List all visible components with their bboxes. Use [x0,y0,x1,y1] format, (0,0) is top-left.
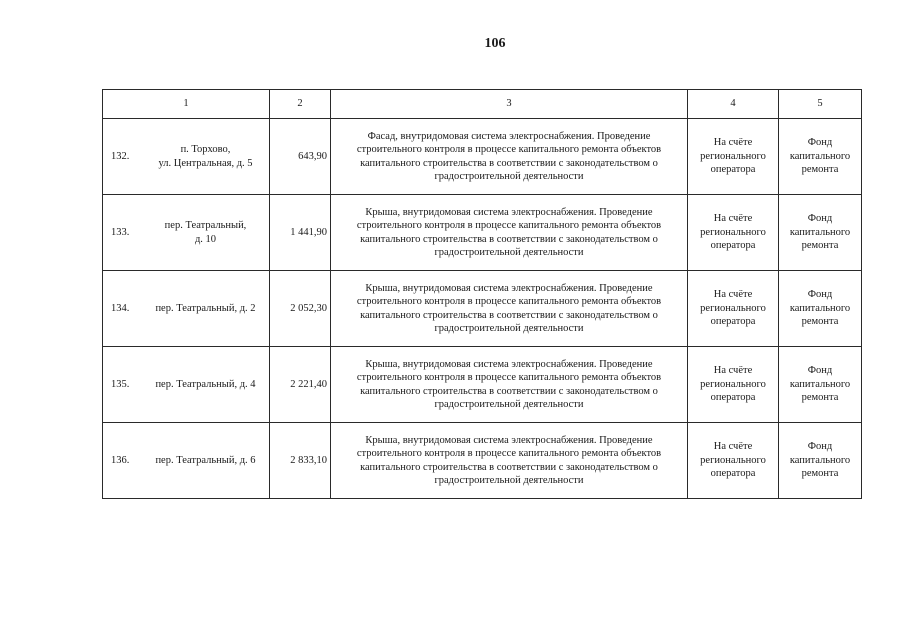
table-body [103,119,862,499]
table-row [103,271,862,347]
header-col-3: 3 [331,90,688,119]
header-col-1: 1 [103,90,270,119]
header-col-2: 2 [270,90,331,119]
repair-program-table [102,89,862,499]
amount-cell: 643,90 [270,119,331,195]
address-text: пер. Театральный, д. 4 [155,378,256,390]
table-row [103,347,862,423]
funding-source-cell: Фонд капитального ремонта [779,271,862,347]
header-col-5: 5 [779,90,862,119]
address-cell [103,195,270,271]
account-cell: На счёте регионального оператора [688,195,779,271]
address-cell [103,423,270,499]
row-number: 135. [111,378,130,390]
works-cell: Крыша, внутридомовая система электроснабжения. Проведение строительного контроля в процессе капитального ремонта объектов капитального строительства в соответствии с законодательством о градостроительной деятельности [331,195,688,271]
table-row [103,119,862,195]
address-cell [103,347,270,423]
works-cell: Крыша, внутридомовая система электроснабжения. Проведение строительного контроля в процессе капитального ремонта объектов капитального строительства в соответствии с законодательством о градостроительной деятельности [331,423,688,499]
table-header-row [103,90,862,119]
funding-source-cell: Фонд капитального ремонта [779,423,862,499]
funding-source-cell: Фонд капитального ремонта [779,195,862,271]
funding-source-cell: Фонд капитального ремонта [779,347,862,423]
address-text: пер. Театральный, д. 6 [155,454,256,466]
row-number: 136. [111,454,130,466]
address-cell [103,119,270,195]
account-cell: На счёте регионального оператора [688,347,779,423]
funding-source-cell: Фонд капитального ремонта [779,119,862,195]
page-number: 106 [484,36,506,51]
address-text: п. Торхово, ул. Центральная, д. 5 [158,144,253,169]
account-cell: На счёте регионального оператора [688,423,779,499]
amount-cell: 2 052,30 [270,271,331,347]
address-cell [103,271,270,347]
table-row [103,423,862,499]
works-cell: Фасад, внутридомовая система электроснабжения. Проведение строительного контроля в процессе капитального ремонта объектов капитального строительства в соответствии с законодательством о градостроительной деятельности [331,119,688,195]
amount-cell: 2 833,10 [270,423,331,499]
amount-cell: 1 441,90 [270,195,331,271]
works-cell: Крыша, внутридомовая система электроснабжения. Проведение строительного контроля в процессе капитального ремонта объектов капитального строительства в соответствии с законодательством о градостроительной деятельности [331,347,688,423]
works-cell: Крыша, внутридомовая система электроснабжения. Проведение строительного контроля в процессе капитального ремонта объектов капитального строительства в соответствии с законодательством о градостроительной деятельности [331,271,688,347]
account-cell: На счёте регионального оператора [688,119,779,195]
address-text: пер. Театральный, д. 2 [155,302,256,314]
account-cell: На счёте регионального оператора [688,271,779,347]
row-number: 133. [111,226,130,238]
table-row [103,195,862,271]
address-text: пер. Театральный, д. 10 [164,220,247,245]
row-number: 134. [111,302,130,314]
amount-cell: 2 221,40 [270,347,331,423]
header-col-4: 4 [688,90,779,119]
row-number: 132. [111,150,130,162]
